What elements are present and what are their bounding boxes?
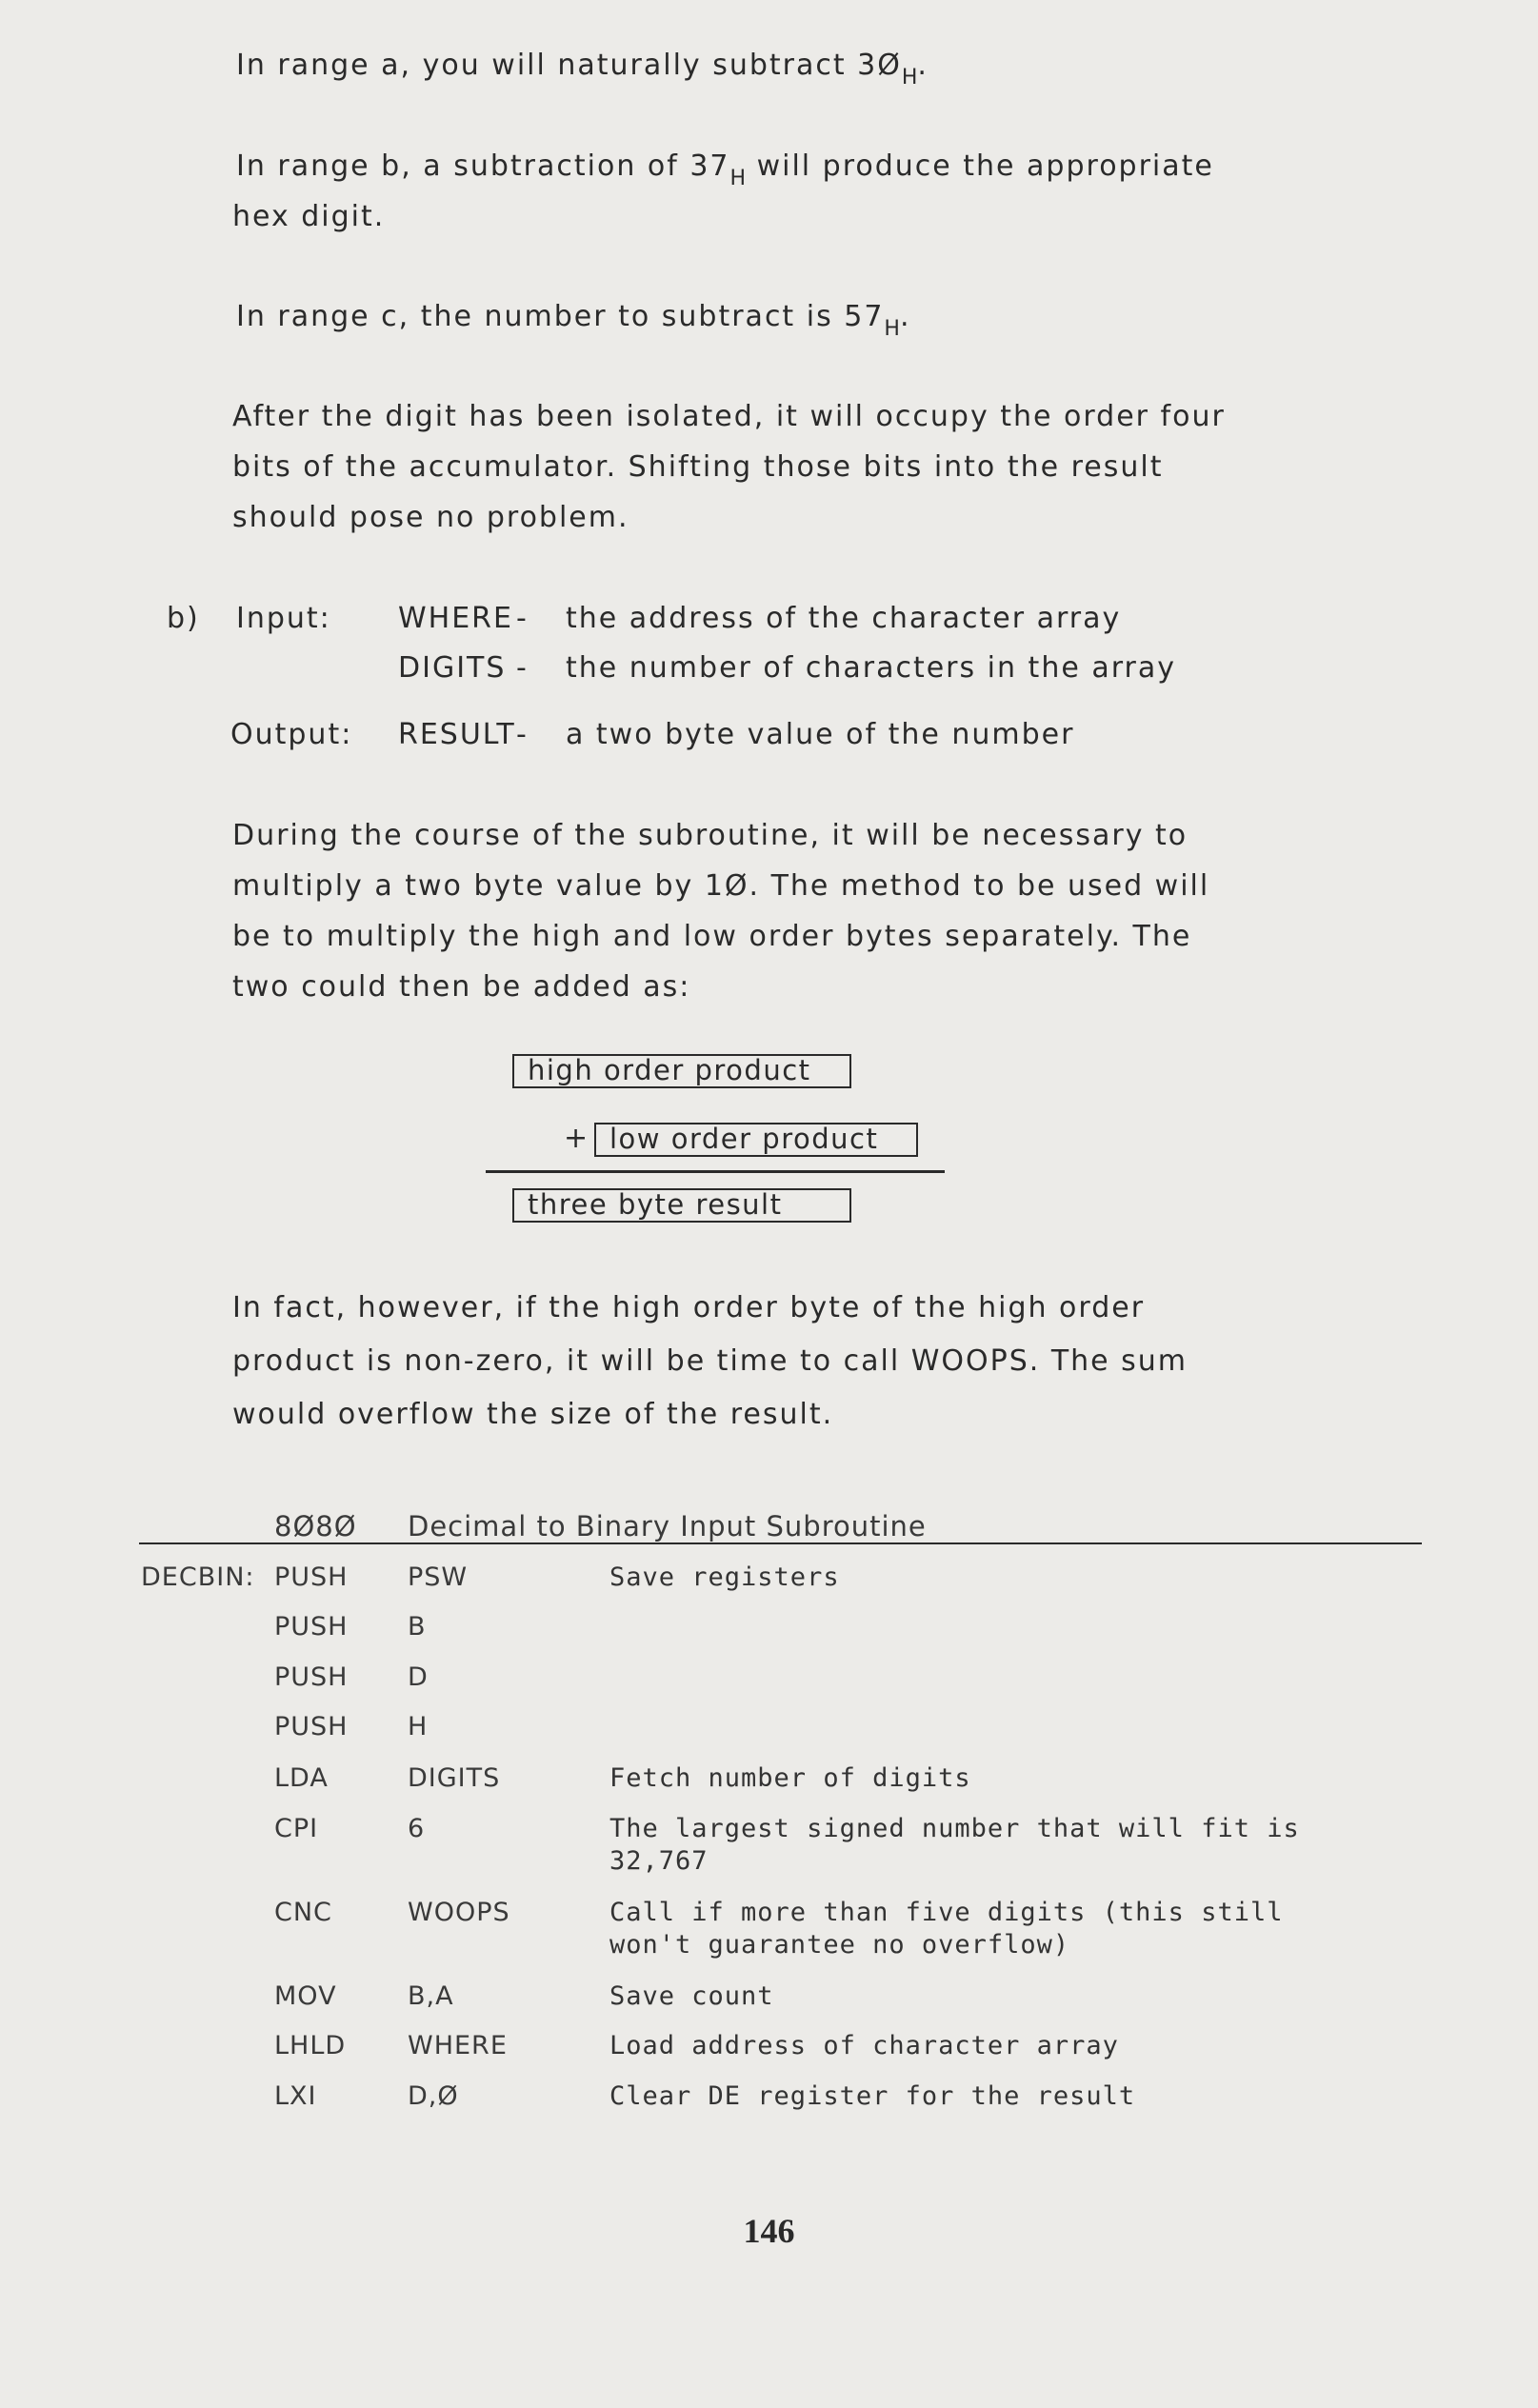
io-name-where: WHERE [398,602,513,635]
range-a-subscript: H [901,66,918,90]
listing-arg: D,Ø [408,2081,459,2111]
listing-op: CNC [274,1898,332,1927]
listing-comment: Clear DE register for the result [609,2081,1136,2111]
range-a-text [236,50,929,94]
listing-arg: B [408,1612,427,1642]
range-b-subscript: H [729,167,747,190]
listing-op: PUSH [274,1712,349,1741]
listing-arg: PSW [408,1562,469,1592]
io-desc-result: a two byte value of the number [566,718,1075,751]
range-b-line2: hex digit. [232,200,386,233]
three-byte-result-box: three byte result [512,1188,851,1223]
range-c-subscript: H [884,317,900,341]
listing-op: PUSH [274,1562,349,1592]
range-c-end: . [899,300,911,333]
paragraph-line: bits of the accumulator. Shifting those bits into the result [232,450,1164,484]
listing-op: LXI [274,2081,317,2111]
input-label: Input: [236,602,331,635]
paragraph-line: During the course of the subroutine, it will be necessary to [232,819,1188,852]
range-b-end: will produce the appropriate [746,149,1214,183]
paragraph-line: should pose no problem. [232,501,629,534]
sum-rule [486,1170,945,1173]
listing-op: CPI [274,1814,319,1843]
io-desc-digits: the number of characters in the array [566,651,1176,685]
listing-op: PUSH [274,1612,349,1642]
listing-arg: WHERE [408,2031,508,2060]
paragraph-line: product is non-zero, it will be time to call WOOPS. The sum [232,1344,1188,1378]
listing-cpu: 8Ø8Ø [274,1510,357,1542]
listing-arg: B,A [408,1981,454,2011]
listing-arg: DIGITS [408,1763,501,1793]
listing-op: PUSH [274,1662,349,1692]
range-a-end: . [917,49,929,82]
listing-header-rule [139,1542,1422,1544]
after-digit-paragraph [232,391,1328,543]
high-order-product-box: high order product [512,1054,851,1088]
listing-comment: The largest signed number that will fit is 32,767 [609,1814,1300,1876]
page-number: 146 [743,2212,795,2250]
io-name-result: RESULT [398,718,516,751]
low-order-product-box: low order product [594,1123,918,1157]
paragraph-line: multiply a two byte value by 1Ø. The method to be used will [232,869,1210,903]
range-c-text [236,301,911,346]
io-desc-where: the address of the character array [566,602,1122,635]
listing-arg: D [408,1662,429,1692]
listing-comment: Save count [609,1981,774,2011]
range-b-text [236,150,1214,195]
listing-comment: Call if more than five digits (this still won't guarantee no overflow) [609,1898,1284,1960]
course-paragraph [232,810,1328,1012]
listing-op: LHLD [274,2031,347,2060]
range-a-main: In range a, you will naturally subtract 3Ø [236,49,902,82]
io-dash: - [516,651,529,685]
listing-title: Decimal to Binary Input Subroutine [408,1510,927,1542]
paragraph-line: In fact, however, if the high order byte of the high order [232,1291,1146,1324]
output-label: Output: [230,718,353,751]
listing-op: MOV [274,1981,337,2011]
section-marker: b) [167,602,200,635]
listing-arg: WOOPS [408,1898,510,1927]
paragraph-line: be to multiply the high and low order bytes separately. The [232,920,1192,953]
io-name-digits: DIGITS [398,651,507,685]
paragraph-line: would overflow the size of the result. [232,1398,834,1431]
plus-sign: + [564,1122,590,1155]
io-dash: - [516,602,529,635]
listing-comment: Load address of character array [609,2031,1119,2060]
listing-label: DECBIN: [141,1562,255,1592]
range-c-main: In range c, the number to subtract is 57 [236,300,885,333]
io-dash: - [516,718,529,751]
listing-comment: Save registers [609,1562,840,1592]
listing-comment: Fetch number of digits [609,1763,971,1793]
paragraph-line: two could then be added as: [232,970,691,1004]
fact-paragraph [232,1282,1328,1442]
paragraph-line: After the digit has been isolated, it will occupy the order four [232,400,1226,433]
listing-op: LDA [274,1763,329,1793]
range-b-main: In range b, a subtraction of 37 [236,149,730,183]
listing-arg: H [408,1712,429,1741]
listing-arg: 6 [408,1814,426,1843]
